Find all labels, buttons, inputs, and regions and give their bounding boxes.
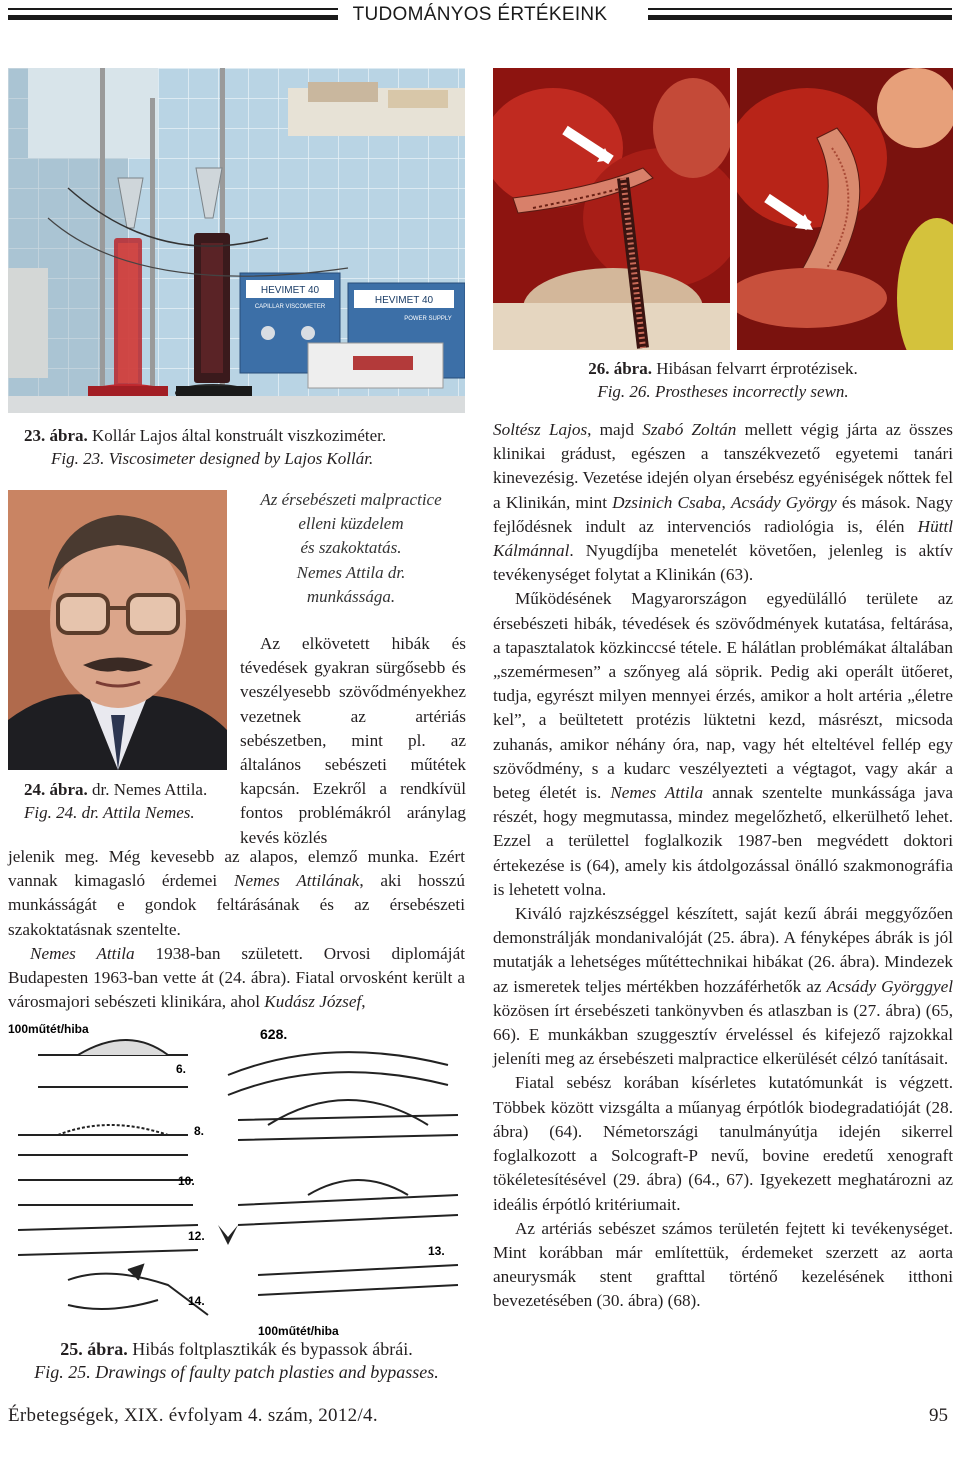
figure-23-caption: [24, 424, 464, 470]
figure-23-text-en: Viscosimeter designed by Lajos Kollár.: [104, 449, 374, 468]
person-name: Hüttl Kálmánnal: [493, 516, 953, 561]
portrait-photo: [8, 490, 227, 770]
person-name: Kudász József: [264, 992, 362, 1012]
right-column-paragraph-5: Az artériás sebészet számos területén fejtett ki tevékenységet. Mint korábban már említettük, érdemeket szerzett az aorta aneurysmák stent grafttal történő kezelésének itthoni bevezetésében (30. ábra) (68).: [493, 1218, 953, 1311]
figure-24-label-en: Fig. 24.: [24, 803, 78, 822]
footer-journal: Érbetegségek, XIX. évfolyam 4. szám, 2012/4.: [8, 1405, 378, 1426]
text-run: Működésének Magyarországon egyedülálló területe az érsebészeti hibák, tévedések és szövődmények kutatása, feltárása, a tapasztalatok közkinccsé tétele. E hálátlan problémákat általában „szemérmesen” a szőnyeg alá söprik. Pedig aki operált ütőeret, tudja, egyrészt milyen mennyei érzés, amikor a holt artéria „életre kel”, a beültetett protézis lüktetni kezd, másrészt, micsoda zuhanás, amikor néhány óra, nap, vagy hét elteltével fellép egy szövődmény, s a kudarc veszélyezteti a végtagot, vagy akár a beteg életét is.: [493, 589, 953, 803]
text-run: közösen írt érsebészeti tankönyvben és atlaszban is (27. ábra) (65, 66). E munkákban szuggesztív érveléssel és kifejező rajzokkal jeleníti meg az érsebészeti malpractice elkerülését célzó tanításait.: [493, 1000, 953, 1069]
drawings-panel-label: 12.: [188, 1229, 205, 1243]
figure-25-text: Hibás foltplasztikák és bypassok ábrái.: [127, 1339, 413, 1359]
text-run: jelenik meg. Még kevesebb az alapos, elemző munka. Ezért vannak kimagasló érdemei: [8, 847, 465, 891]
page-number: 95: [929, 1405, 948, 1426]
text-run: ,: [721, 492, 731, 512]
pull-quote-line: Nemes Attila dr.: [296, 562, 406, 582]
drawings-panel-label: 10.: [178, 1174, 195, 1188]
text-run: mellett végig járta az összes klinikai grádust, egészen a tanszékvezető egyetemi tanári kinevezésig. Vezetése idején olyan érsebész egyéniségek nőttek fel a Klinikán, mint: [493, 420, 953, 512]
drawings-panel-label: 100műtét/hiba: [258, 1324, 339, 1338]
person-name: Acsády Györggyel: [826, 976, 954, 996]
figure-25-text-en: Drawings of faulty patch plasties and bypasses.: [90, 1362, 439, 1382]
right-column-paragraph-4: Fiatal sebész korában kísérletes kutatómunkát is végzett. Többek között vizsgálta a műanyag érpótlók biodegradatióját (28. ábra) (64). Németországi tanulmányútja idején sikerrel foglalkozott a Solcograft-P nevű, bovine eredetű xenograft tökéletesítésével (29. ábra) (64., 67). Igyekezett meghatározni az ideális érpótló kritériumait.: [493, 1073, 953, 1214]
header-rule-right-top: [648, 8, 952, 10]
figure-26-label: 26. ábra.: [588, 359, 652, 378]
hevimet-sub-label: CAPILLAR VISCOMETER: [254, 304, 326, 310]
figure-24-text: dr. Nemes Attila.: [87, 780, 208, 799]
faulty-patch-drawings: [8, 1015, 465, 1340]
figure-26-text: Hibásan felvarrt érprotézisek.: [651, 359, 858, 378]
left-column-paragraph-1-wrap: Az elkövetett hibák és tévedések gyakran sürgősebb és veszélyesebb szövődményekhez vezetnek az artériás sebészetben, mint pl. az általános sebészeti műtétek kapcsán. Ezekről a rendkívül fontos problémákról aránylag kevés közlés: [240, 634, 466, 847]
hevimet-label-2: HEVIMET 40: [374, 295, 434, 306]
right-column-text: [493, 418, 953, 1314]
person-name: Nemes Attila: [610, 783, 704, 803]
drawings-panel-label: 13.: [428, 1244, 445, 1258]
power-supply-label: POWER SUPPLY: [404, 316, 452, 322]
person-name: Soltész Lajos: [493, 420, 588, 439]
header-rule-right-bottom: [648, 15, 952, 20]
figure-24-caption: [24, 778, 239, 824]
text-run: ,: [361, 992, 366, 1012]
right-column-paragraph-2: [493, 587, 953, 902]
figure-26-text-en: Prostheses incorrectly sewn.: [650, 382, 849, 401]
right-column-paragraph-3: [493, 902, 953, 1071]
surgery-photo-left: [493, 68, 730, 350]
text-run: annak szentelte munkássága java részét, hogy megmutassa, mindez megelőzhető, elkerülhető lehet. Ezzel a területtel foglalkozik 1987-ben megvédett doktori értekezése is (64), amely kis átdolgozással önálló szakmonográfia is lehetett volna.: [493, 783, 953, 899]
text-run: , aki hosszú munkásságát e gondok feltárásának és az érsebészeti szakoktatásnak szentelte.: [8, 871, 465, 939]
text-run: 1938-ban született. Orvosi diplomáját Budapesten 1963-ban vette át (24. ábra). Fiatal orvosként került a városmajori sebészeti klinikára, ahol: [8, 943, 465, 1012]
text-run: . Nyugdíjba menetelét követően, jelenleg is aktív tevékenységet folytat a Klinikán (63).: [493, 541, 953, 585]
figure-23-text: Kollár Lajos által konstruált viszkoziméter.: [87, 426, 387, 445]
text-run: , majd: [587, 420, 643, 439]
pull-quote-line: munkássága.: [306, 586, 396, 606]
figure-23-label: 23. ábra.: [24, 426, 88, 445]
surgery-photo-right: [737, 68, 953, 350]
drawings-panel-label: 100műtét/hiba: [8, 1022, 89, 1036]
drawings-panel-label: 6.: [176, 1062, 187, 1076]
person-name: Dzsinich Csaba: [612, 492, 722, 512]
left-column-paragraph-1-rest: [8, 845, 465, 942]
person-name: Szabó Zoltán: [642, 420, 737, 439]
pull-quote-line: elleni küzdelem: [298, 514, 404, 534]
pull-quote-line: és szakoktatás.: [300, 538, 402, 558]
figure-24-label: 24. ábra.: [24, 780, 88, 799]
drawings-panel-label: 8.: [194, 1124, 205, 1138]
figure-25-caption: [8, 1338, 465, 1384]
right-column-paragraph-1: [493, 418, 953, 587]
text-run: és mások. Nagy fejlődésnek indult az intervenciós radiológia is, élén: [493, 492, 954, 536]
figure-25-label-en: Fig. 25.: [34, 1362, 91, 1382]
person-name: Nemes Attilának: [234, 871, 360, 891]
figure-25-label: 25. ábra.: [60, 1339, 128, 1359]
text-run: Kiváló rajzkészséggel készített, saját kezű ábrái meggyőzően demonstrálják mondanivalóját (25. ábra). A fényképes ábrák is jól mutatják a lehetséges műtéttechnikai hibákat (26. ábra). Mindezek az ismeretek teljes mértékben hozzáférhetők az: [493, 904, 953, 996]
figure-24-text-en: dr. Attila Nemes.: [77, 803, 195, 822]
person-name: Nemes Attila: [30, 943, 135, 963]
viscosimeter-photo: [8, 68, 465, 413]
drawings-panel-label: 628.: [260, 1026, 288, 1042]
left-column-paragraph-2: [8, 942, 465, 1015]
hevimet-label-1: HEVIMET 40: [260, 285, 320, 296]
figure-26-label-en: Fig. 26.: [597, 382, 651, 401]
pull-quote: [240, 488, 462, 609]
person-name: Acsády György: [730, 492, 837, 512]
left-column-text: [8, 845, 465, 1014]
drawings-panel-label: 14.: [188, 1294, 205, 1308]
running-header-title: TUDOMÁNYOS ÉRTÉKEINK: [352, 4, 608, 25]
figure-23-label-en: Fig. 23.: [51, 449, 105, 468]
pull-quote-line: Az érsebészeti malpractice: [260, 490, 442, 509]
figure-26-caption: [493, 357, 953, 403]
